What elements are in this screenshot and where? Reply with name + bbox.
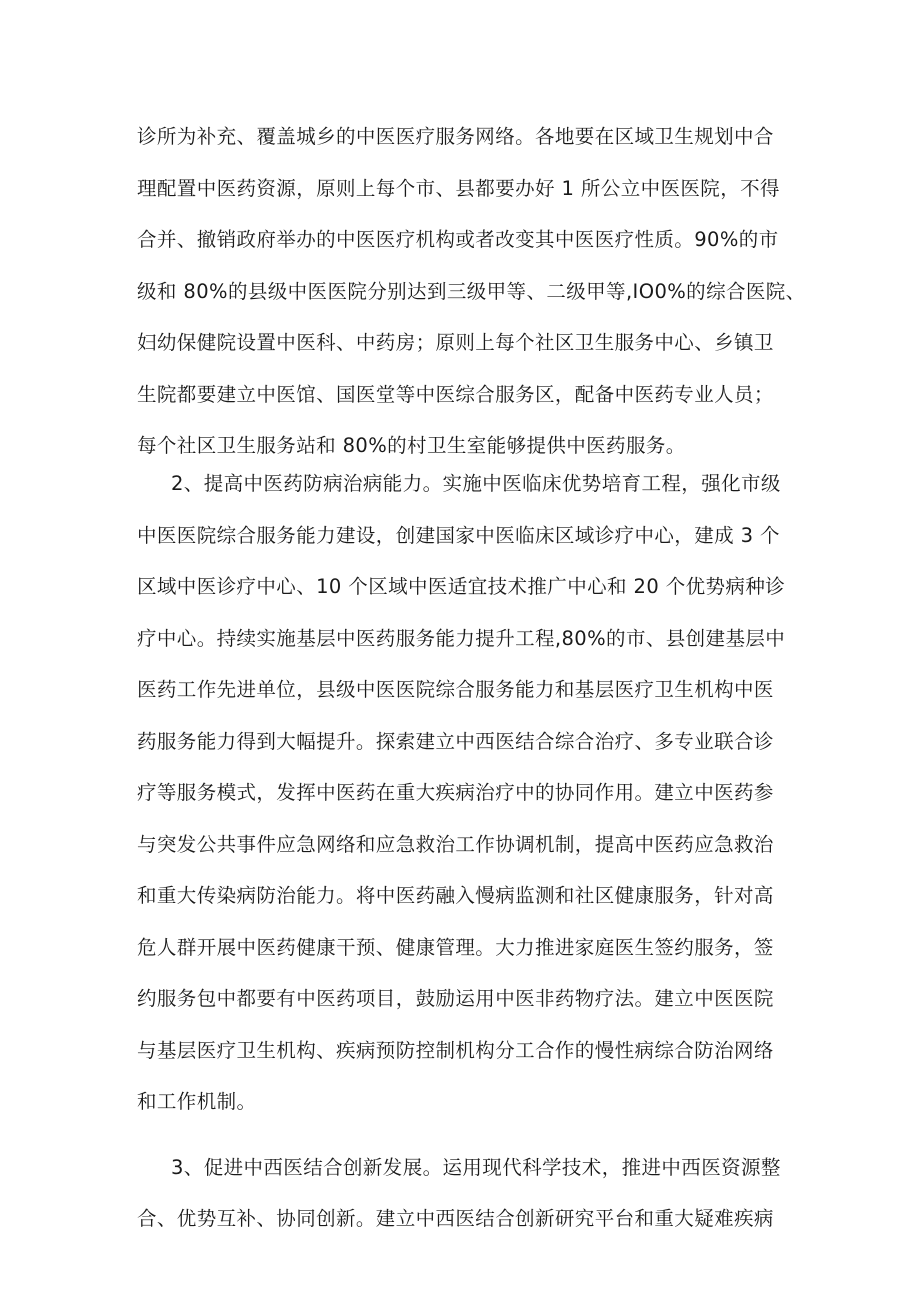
paragraph-2-line-3: 区域中医诊疗中心、10 个区域中医适宜技术推广中心和 20 个优势病种诊 (137, 575, 786, 598)
paragraph-2-line-11: 约服务包中都要有中医药项目，鼓励运用中医非药物疗法。建立中医医院 (137, 987, 774, 1010)
paragraph-2-line-1: 2、提高中医药防病治病能力。实施中医临床优势培育工程，强化市级 (171, 472, 781, 495)
paragraph-3-line-2: 合、优势互补、协同创新。建立中西医结合创新研究平台和重大疑难疾病 (137, 1207, 774, 1230)
paragraph-2-line-9: 和重大传染病防治能力。将中医药融入慢病监测和社区健康服务，针对高 (137, 884, 774, 907)
paragraph-2-line-5: 医药工作先进单位，县级中医医院综合服务能力和基层医疗卫生机构中医 (137, 678, 774, 701)
paragraph-1-line-7: 每个社区卫生服务站和 80%的村卫生室能够提供中医药服务。 (137, 434, 686, 457)
paragraph-2-line-13: 和工作机制。 (137, 1090, 257, 1113)
paragraph-1-line-4: 级和 80%的县级中医医院分别达到三级甲等、二级甲等,IO0%的综合医院、 (137, 279, 806, 303)
paragraph-2-line-10: 危人群开展中医药健康干预、健康管理。大力推进家庭医生签约服务，签 (137, 935, 774, 959)
paragraph-1-line-6: 生院都要建立中医馆、国医堂等中医综合服务区，配备中医药专业人员； (137, 382, 774, 406)
paragraph-2-line-6: 药服务能力得到大幅提升。探索建立中西医结合综合治疗、多专业联合诊 (137, 729, 774, 753)
paragraph-2-line-8: 与突发公共事件应急网络和应急救治工作协调机制，提高中医药应急救治 (137, 832, 774, 856)
paragraph-1-line-3: 合并、撤销政府举办的中医医疗机构或者改变其中医医疗性质。90%的市 (137, 228, 779, 251)
paragraph-2-line-4: 疗中心。持续实施基层中医药服务能力提升工程,80%的市、县创建基层中 (137, 626, 786, 650)
paragraph-2-line-2: 中医医院综合服务能力建设，创建国家中医临床区域诊疗中心，建成 3 个 (137, 523, 780, 547)
paragraph-2-line-12: 与基层医疗卫生机构、疾病预防控制机构分工合作的慢性病综合防治网络 (137, 1038, 774, 1062)
paragraph-2-line-7: 疗等服务模式，发挥中医药在重大疾病治疗中的协同作用。建立中医药参 (137, 781, 774, 804)
paragraph-3-line-1: 3、促进中西医结合创新发展。运用现代科学技术，推进中西医资源整 (171, 1155, 781, 1179)
paragraph-1-line-5: 妇幼保健院设置中医科、中药房；原则上每个社区卫生服务中心、乡镇卫 (137, 331, 774, 354)
paragraph-1-line-1: 诊所为补充、覆盖城乡的中医医疗服务网络。各地要在区域卫生规划中合 (137, 125, 774, 148)
paragraph-1-line-2: 理配置中医药资源，原则上每个市、县都要办好 1 所公立中医医院，不得 (137, 176, 780, 200)
